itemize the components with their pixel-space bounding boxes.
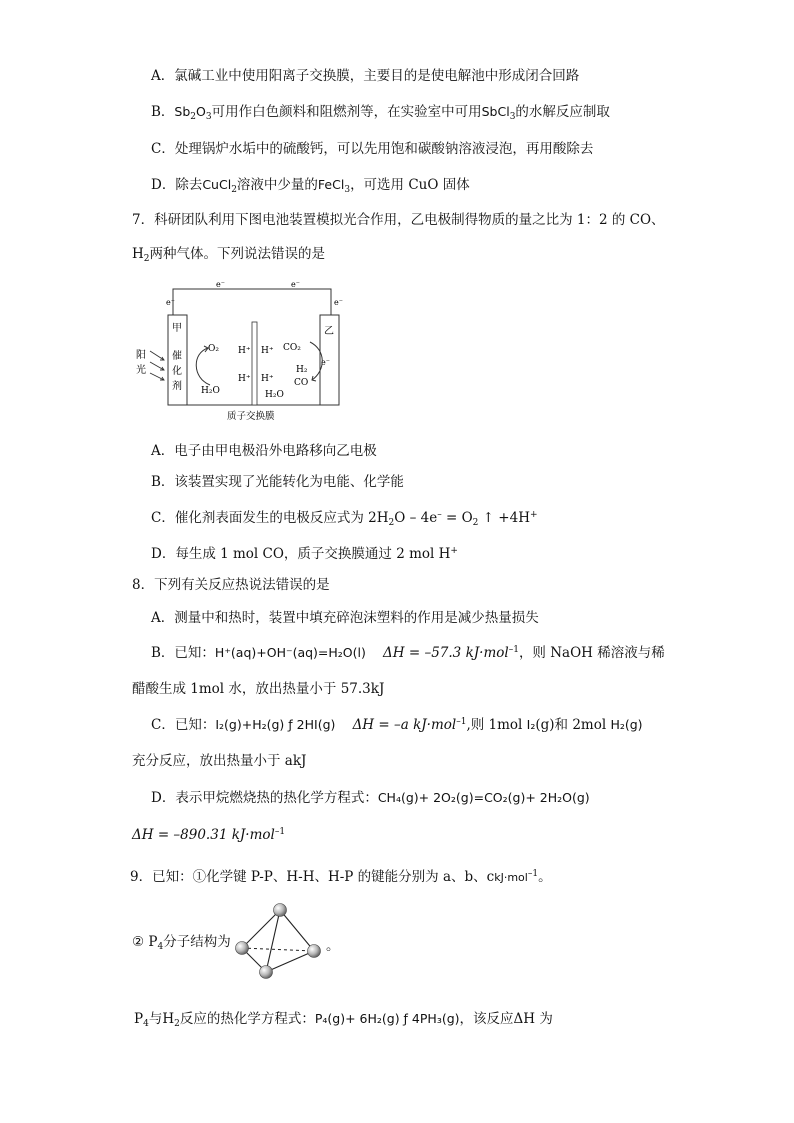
p-atom-bottom	[260, 966, 273, 979]
q7-option-d: D．每生成 1 mol CO，质子交换膜通过 2 mol H+	[151, 546, 458, 562]
label-h2o-right: H₂O	[265, 390, 284, 400]
q8-option-c: C．已知：I₂(g)+H₂(g) ƒ 2HI(g) ΔH = –a kJ·mol$^{-1}$,则 1mol I₂(g)和 2mol H₂(g)	[151, 717, 643, 733]
electron-label-top-right: e⁻	[291, 280, 300, 289]
sunlight-arrows-icon	[150, 351, 164, 380]
label-co2: CO₂	[283, 343, 301, 353]
q8-option-b-line2: 醋酸生成 1mol 水，放出热量小于 57.3kJ	[132, 681, 385, 697]
q8-stem: 8．下列有关反应热说法错误的是	[132, 577, 330, 593]
q7-option-a: A．电子由甲电极沿外电路移向乙电极	[151, 443, 377, 459]
proton-exchange-membrane	[252, 322, 257, 405]
sunlight-char-2: 光	[136, 365, 146, 376]
label-h2o-left: H₂O	[201, 386, 220, 396]
q7-stem-line2: $H_2$两种气体。下列说法错误的是	[132, 246, 326, 264]
anode-label: 甲	[172, 323, 182, 334]
label-hplus-1: H⁺	[238, 346, 251, 356]
q9-final-line: $P_4$与$H_2$反应的热化学方程式：P₄(g)+ 6H₂(g) ƒ 4PH₃(g)，该反应ΔH 为	[134, 1011, 553, 1029]
label-hplus-4: H⁺	[261, 374, 274, 384]
cathode-label: 乙	[324, 326, 334, 337]
label-co: CO	[294, 378, 309, 388]
electron-label-right: e⁻	[334, 298, 343, 307]
p-atom-top	[274, 904, 287, 917]
label-hplus-3: H⁺	[261, 346, 274, 356]
sunlight-char-1: 阳	[136, 350, 146, 361]
q6-option-d: D．除去CuCl$_2$溶液中少量的FeCl$_3$，可选用 CuO 固体	[151, 177, 470, 195]
p4-tetrahedron-diagram	[232, 900, 324, 982]
q6-option-b: B．$Sb_2O_3$可用作白色颜料和阻燃剂等，在实验室中可用SbCl$_3$的水解反应制取	[151, 104, 610, 122]
electron-label-top-left: e⁻	[216, 280, 225, 289]
q8-option-b: B．已知：H⁺(aq)+OH⁻(aq)=H₂O(l) ΔH = –57.3 kJ·mol$^{-1}$，则 NaOH 稀溶液与稀	[151, 645, 665, 661]
q8-option-c-line2: 充分反应，放出热量小于 akJ	[132, 753, 307, 769]
label-o2: O₂	[208, 344, 219, 354]
q7-option-b: B．该装置实现了光能转化为电能、化学能	[151, 474, 404, 490]
electrolysis-cell-diagram	[128, 278, 358, 424]
q8-option-d-line2: ΔH = –890.31 kJ·mol$^{-1}$	[132, 827, 286, 843]
membrane-caption: 质子交换膜	[227, 411, 275, 422]
catalyst-char-1: 催	[172, 351, 182, 362]
catalyst-char-2: 化	[172, 366, 182, 377]
catalyst-char-3: 剂	[172, 381, 182, 392]
label-h2: H₂	[296, 365, 308, 375]
q9-p4-period: 。	[326, 938, 340, 954]
electron-label-inner: e⁻	[321, 358, 330, 367]
q6-option-a: A．氯碱工业中使用阳离子交换膜，主要目的是使电解池中形成闭合回路	[151, 68, 580, 84]
electron-label-left: e⁻	[166, 298, 175, 307]
q9-p4-structure-label: ② $P_4$分子结构为	[132, 934, 231, 952]
p-atom-left	[236, 942, 249, 955]
q6-option-c: C．处理锅炉水垢中的硫酸钙，可以先用饱和碳酸钠溶液浸泡，再用酸除去	[151, 141, 594, 157]
q7-option-c: C．催化剂表面发生的电极反应式为 $2H_2O - 4e^- = O_2$ ↑ +4H+	[151, 510, 538, 528]
p-atom-right	[308, 945, 321, 958]
q8-option-a: A．测量中和热时，装置中填充碎泡沫塑料的作用是减少热量损失	[151, 610, 539, 626]
q8-option-d: D．表示甲烷燃烧热的热化学方程式：CH₄(g)+ 2O₂(g)=CO₂(g)+ 2H₂O(g)	[151, 790, 590, 806]
label-hplus-2: H⁺	[238, 374, 251, 384]
q7-stem-line1: 7．科研团队利用下图电池装置模拟光合作用，乙电极制得物质的量之比为 1：2 的 CO、	[132, 212, 665, 228]
q9-stem: 9．已知：①化学键 P-P、H-H、H-P 的键能分别为 a、b、ckJ·mol$^{-1}$。	[130, 869, 552, 885]
